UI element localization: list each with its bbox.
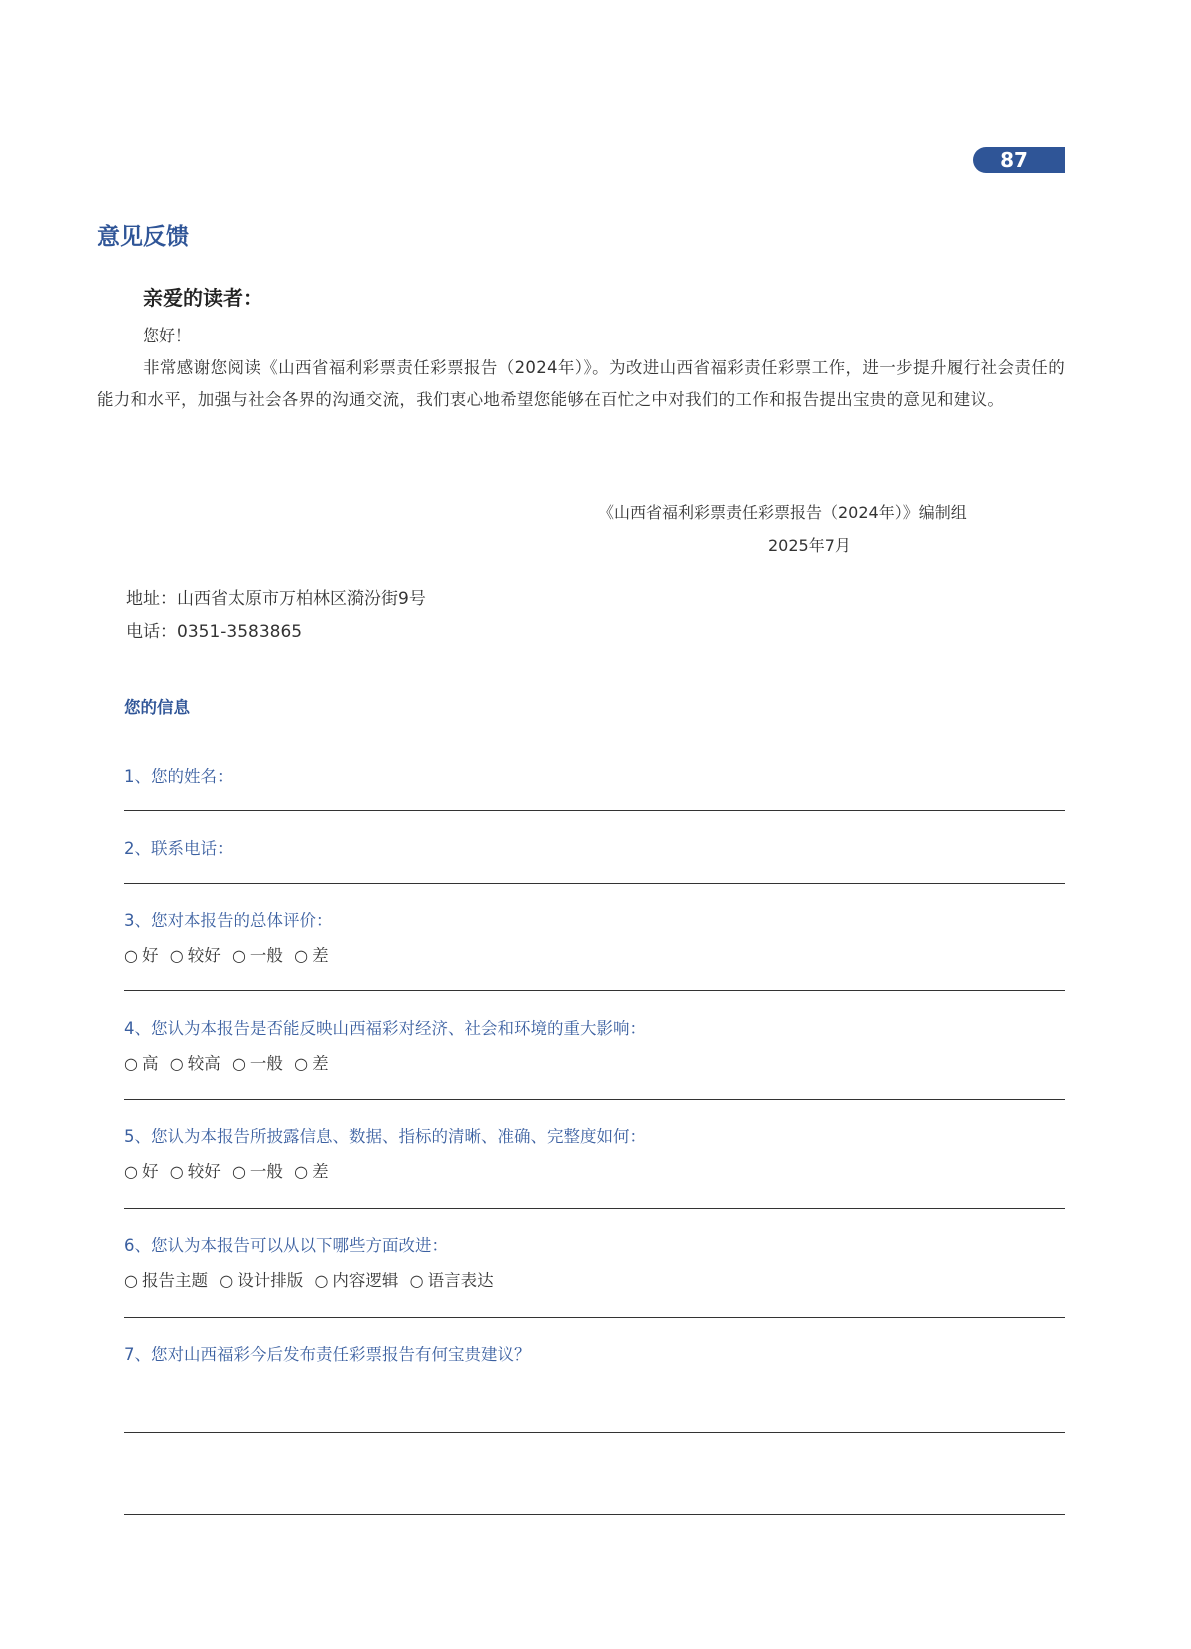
signature-date: 2025年7月 <box>768 536 851 555</box>
radio-option[interactable]: ○ 差 <box>294 1054 329 1073</box>
page-number-badge: 87 <box>973 147 1065 173</box>
radio-circle-icon: ○ <box>219 1271 234 1290</box>
radio-circle-icon: ○ <box>169 946 184 965</box>
answer-line-suggestions[interactable] <box>124 1514 1065 1515</box>
options-clarity <box>124 1158 335 1182</box>
radio-option[interactable]: ○ 高 <box>124 1054 159 1073</box>
question-overall-rating: 3、您对本报告的总体评价： <box>124 911 333 930</box>
radio-circle-icon: ○ <box>124 1054 138 1073</box>
radio-option[interactable]: ○ 一般 <box>231 1162 283 1181</box>
radio-circle-icon: ○ <box>314 1271 329 1290</box>
options-impact <box>124 1050 335 1074</box>
answer-line-name[interactable] <box>124 810 1065 811</box>
checkbox-option[interactable]: ○ 语言表达 <box>409 1271 494 1290</box>
radio-option[interactable]: ○ 较高 <box>169 1054 221 1073</box>
divider <box>124 990 1065 991</box>
letter-salutation: 亲爱的读者： <box>143 286 263 310</box>
checkbox-option[interactable]: ○ 报告主题 <box>124 1271 208 1290</box>
divider <box>124 1099 1065 1100</box>
radio-option[interactable]: ○ 一般 <box>231 1054 283 1073</box>
radio-circle-icon: ○ <box>231 1054 246 1073</box>
radio-circle-icon: ○ <box>169 1162 184 1181</box>
radio-option[interactable]: ○ 较好 <box>169 1162 221 1181</box>
options-improvements <box>124 1267 500 1291</box>
radio-option[interactable]: ○ 一般 <box>231 946 283 965</box>
question-impact: 4、您认为本报告是否能反映山西福彩对经济、社会和环境的重大影响： <box>124 1019 646 1038</box>
contact-address: 地址：山西省太原市万柏林区漪汾街9号 <box>126 589 426 609</box>
divider <box>124 1208 1065 1209</box>
radio-circle-icon: ○ <box>409 1271 424 1290</box>
info-section-title: 您的信息 <box>124 698 190 717</box>
radio-circle-icon: ○ <box>294 1162 309 1181</box>
radio-option[interactable]: ○ 较好 <box>169 946 221 965</box>
radio-circle-icon: ○ <box>124 1162 138 1181</box>
question-improvements: 6、您认为本报告可以从以下哪些方面改进： <box>124 1236 448 1255</box>
signature-organization: 《山西省福利彩票责任彩票报告（2024年）》编制组 <box>598 503 967 522</box>
radio-circle-icon: ○ <box>294 946 309 965</box>
radio-circle-icon: ○ <box>231 946 246 965</box>
answer-line-suggestions[interactable] <box>124 1432 1065 1433</box>
radio-option[interactable]: ○ 好 <box>124 946 159 965</box>
checkbox-option[interactable]: ○ 设计排版 <box>219 1271 304 1290</box>
question-phone: 2、联系电话： <box>124 839 234 858</box>
letter-body: 非常感谢您阅读《山西省福利彩票责任彩票报告（2024年）》。为改进山西省福彩责任彩票工作，进一步提升履行社会责任的能力和水平，加强与社会各界的沟通交流，我们衷心地希望您能够在百忙之中对我们的工作和报告提出宝贵的意见和建议。 <box>97 358 1065 409</box>
radio-circle-icon: ○ <box>124 1271 138 1290</box>
options-overall-rating <box>124 942 335 966</box>
radio-option[interactable]: ○ 差 <box>294 1162 329 1181</box>
radio-option[interactable]: ○ 好 <box>124 1162 159 1181</box>
radio-circle-icon: ○ <box>169 1054 184 1073</box>
contact-phone: 电话：0351-3583865 <box>126 622 303 642</box>
radio-circle-icon: ○ <box>231 1162 246 1181</box>
letter-greeting: 您好！ <box>143 326 192 345</box>
radio-circle-icon: ○ <box>294 1054 309 1073</box>
answer-line-phone[interactable] <box>124 883 1065 884</box>
question-name: 1、您的姓名： <box>124 767 234 786</box>
question-suggestions: 7、您对山西福彩今后发布责任彩票报告有何宝贵建议？ <box>124 1345 531 1364</box>
radio-circle-icon: ○ <box>124 946 138 965</box>
question-clarity: 5、您认为本报告所披露信息、数据、指标的清晰、准确、完整度如何： <box>124 1127 646 1146</box>
checkbox-option[interactable]: ○ 内容逻辑 <box>314 1271 399 1290</box>
section-title: 意见反馈 <box>97 224 189 250</box>
radio-option[interactable]: ○ 差 <box>294 946 329 965</box>
divider <box>124 1317 1065 1318</box>
